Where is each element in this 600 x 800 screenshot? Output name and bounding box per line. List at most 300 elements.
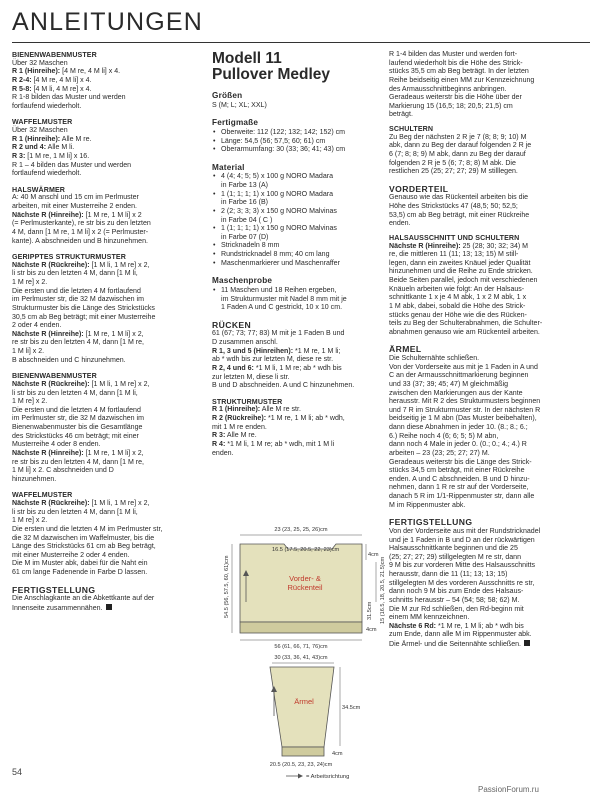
- text-span: [1 M li, 1 M re] x 2,: [89, 261, 150, 269]
- text-line: [12, 398, 202, 407]
- measure-neck-width: 16.5 (17.5, 20.5, 22, 23)cm: [272, 547, 340, 553]
- list-item: [212, 287, 384, 313]
- bold-label: Nächste R (Hinreihe):: [12, 211, 84, 219]
- section-body: [12, 381, 202, 485]
- text-span: schnitts herausstr – 54 (54; 58; 58; 62) M.: [389, 596, 520, 604]
- schematic-diagram: [212, 522, 388, 780]
- text-line: • Maschenmarkierer und Maschenraffer: [221, 259, 340, 267]
- text-line: in Farbe 04 ( C ): [221, 216, 273, 224]
- halsausschnitt-body: [389, 243, 587, 338]
- text-span: [1 M re, 1 M li] x 2,: [83, 330, 144, 338]
- text-span: Die Ärmel- und die Seitennähte schließen.: [389, 641, 522, 648]
- text-line: [389, 588, 587, 597]
- text-line: [12, 144, 202, 153]
- bold-label: Nächste R (Hinreihe):: [389, 242, 461, 250]
- text-span: *1 M re, 1 M li;: [293, 347, 341, 355]
- text-span: Halsausschnittkante beginnen und die 25: [389, 545, 518, 553]
- end-square-icon: [524, 640, 530, 646]
- text-span: Über 32 Maschen: [12, 127, 68, 134]
- text-line: [389, 294, 587, 303]
- text-line: [12, 424, 202, 433]
- text-line: [12, 433, 202, 442]
- text-line: [12, 203, 202, 212]
- text-span: li str bis zu den letzten 4 M, dann [1 M li,: [12, 389, 138, 397]
- text-line: • 4 (4; 4; 5; 5) x 100 g NORO Madara: [221, 173, 334, 181]
- ruecken-heading: RÜCKEN: [212, 319, 252, 330]
- intro-body: [389, 51, 587, 120]
- section-gerippt: [12, 253, 202, 365]
- bold-label: R 1, 3 und 5 (Hinreihen):: [212, 347, 294, 355]
- text-line: [389, 243, 587, 252]
- text-line: [389, 554, 587, 563]
- text-span: und je 1 Faden in B und D an der rückwärtigen: [389, 536, 535, 544]
- text-line: [389, 355, 587, 364]
- text-line: [12, 459, 202, 468]
- text-line: [212, 406, 384, 415]
- text-span: [1 M li, 1 M re] x 2,: [89, 500, 150, 507]
- text-line: [389, 545, 587, 554]
- text-line: [12, 279, 202, 288]
- text-line: [389, 614, 587, 623]
- text-line: [389, 251, 587, 260]
- text-span: Die M zur Rd schließen, den Rd-beginn mit: [389, 605, 524, 613]
- text-line: in Farbe 13 (A): [221, 182, 268, 189]
- text-span: legen, dann ein zweites Knäuel jeder Qualität: [389, 259, 531, 267]
- text-line: [389, 329, 587, 338]
- section-heading: WAFFELMUSTER: [12, 118, 73, 127]
- text-span: Länge des Strickstücks 61 cm ab Beg beträgt,: [12, 543, 156, 551]
- text-span: Die ersten und die letzten 4 M fortlaufend: [12, 406, 141, 414]
- text-line: 1 Faden A und C gestrickt, 10 x 10 cm.: [221, 304, 343, 312]
- section-body: [12, 194, 202, 246]
- text-line: [389, 623, 587, 632]
- list-item: • Oberarmumfang: 30 (33; 36; 41; 43) cm: [212, 146, 384, 155]
- text-span: Von der Vorderseite aus mit je 1 Faden in A und: [389, 363, 538, 371]
- text-line: [389, 320, 587, 329]
- section-waffel-1: [12, 118, 202, 178]
- measure-side-length: 31.5cm: [367, 601, 373, 620]
- text-line: [12, 314, 202, 323]
- text-span: [1 M re, 1 M li] x 2,: [83, 449, 144, 457]
- text-span: fortlaufend wiederholt.: [12, 102, 82, 110]
- text-line: [389, 441, 587, 450]
- text-span: [1 M re, 1 M li] x 16.: [25, 152, 90, 160]
- text-line: [212, 424, 384, 433]
- strukturmuster-heading: STRUKTURMUSTER: [212, 397, 283, 406]
- text-line: [212, 356, 384, 365]
- section-heading: BIENENWABENMUSTER: [12, 51, 97, 59]
- text-line: [12, 467, 202, 476]
- text-span: arbeiten, mit einer Musterreihe 2 enden.: [12, 203, 137, 210]
- text-line: [12, 322, 202, 331]
- text-span: D zusammen anschl.: [212, 339, 278, 346]
- text-line: [212, 365, 384, 374]
- text-span: fortlaufend wiederholt.: [12, 170, 82, 178]
- text-span: 1 M re] x 2.: [12, 279, 48, 286]
- text-span: mit 1 M re enden.: [212, 423, 267, 431]
- text-span: *1 M re, 1 M li; ab * wdh bis: [436, 622, 524, 630]
- text-span: im Perlmuster str, die 32 M dazwischen im: [12, 296, 144, 304]
- text-line: [12, 296, 202, 305]
- text-span: M im Rippenmuster abk.: [389, 501, 466, 509]
- text-span: Über 32 Maschen: [12, 59, 68, 67]
- text-line: [389, 407, 587, 416]
- text-line: [12, 270, 202, 279]
- text-span: dann noch 9 M bis zum Ende des Halsaus-: [389, 588, 524, 596]
- text-span: stücks 34,5 cm beträgt, mit einer Rückreihe: [389, 467, 525, 475]
- bold-label: Nächste R (Rückreihe):: [12, 380, 90, 388]
- bold-label: R 2 (Rückreihe):: [212, 415, 267, 422]
- text-line: [389, 260, 587, 269]
- text-span: beidseitig je 1 M abn (Das Muster beibehalten),: [389, 415, 537, 423]
- measure-armhole: 15 (16.5, 18, 20.5, 21.5)cm: [380, 556, 386, 624]
- text-line: [389, 398, 587, 407]
- text-line: [12, 500, 202, 509]
- text-line: [389, 631, 587, 640]
- text-span: Die ersten und die letzten 4 M im Perlmuster str,: [12, 525, 163, 533]
- column-right: [389, 51, 587, 650]
- text-span: A: 40 M anschl und 15 cm im Perlmuster: [12, 194, 139, 202]
- text-line: [12, 560, 202, 569]
- text-line: im Strukturmuster mit Nadel 8 mm mit je: [221, 295, 347, 303]
- column-left: [12, 51, 202, 621]
- text-span: enden.: [212, 449, 234, 457]
- model-title: [212, 51, 384, 83]
- groessen-heading: Größen: [212, 91, 243, 100]
- text-span: Die ersten und die letzten 4 M fortlaufend: [12, 287, 141, 295]
- text-line: [212, 450, 384, 459]
- text-line: [12, 476, 202, 485]
- measure-body-rib: 4cm: [366, 627, 377, 633]
- bold-label: R 2, 4 und 6:: [212, 364, 254, 372]
- text-line: des Armausschnittbeginns anbringen.: [389, 85, 507, 93]
- body-label-1: Vorder- &: [289, 574, 321, 583]
- text-span: 1 M re] x 2.: [12, 517, 48, 525]
- text-span: *1 M li, 1 M re; ab * wdh bis: [253, 364, 342, 372]
- text-span: *1 M li, 1 M re; ab * wdh, mit 1 M li: [225, 440, 335, 448]
- text-line: [212, 339, 384, 348]
- text-line: [389, 502, 587, 511]
- section-body: [12, 262, 202, 366]
- text-span: (= Perlmusterkante), re str bis zu den letzten: [12, 220, 151, 228]
- maschenprobe-list: [212, 287, 384, 313]
- bold-label: Nächste R (Rückreihe):: [12, 500, 90, 507]
- section-halswaermer: [12, 186, 202, 246]
- text-span: Knäueln arbeiten wie folgt: An der Halsaus-: [389, 285, 525, 293]
- text-line: [389, 484, 587, 493]
- text-span: schnittkante 1 x je 4 M abk, 1 x 2 M abk, 1 x: [389, 294, 527, 302]
- text-span: 1 M li] x 2.: [12, 348, 45, 355]
- text-line: 6 (7; 8; 8; 9) M abk, dann zu Beg der darauf: [389, 150, 526, 158]
- text-span: hinzunehmen.: [12, 475, 57, 483]
- text-line: [12, 288, 202, 297]
- text-line: [389, 390, 587, 399]
- text-line: [389, 450, 587, 459]
- text-span: mit einer Musterreihe 2 oder 4 enden.: [12, 551, 130, 559]
- page-title: ANLEITUNGEN: [12, 8, 204, 36]
- text-span: 61 cm lange Fadenende in Farbe D lassen.: [12, 569, 148, 576]
- text-line: [389, 562, 587, 571]
- bold-label: R 3:: [12, 152, 26, 160]
- text-line: • 1 (1; 1; 1; 1) x 150 g NORO Malvinas: [221, 225, 337, 233]
- text-line: [212, 348, 384, 357]
- text-span: des Strickstücks 46 cm beträgt; mit einer: [12, 432, 139, 440]
- text-line: laufend wiederholt bis die Höhe des Strick-: [389, 59, 523, 67]
- text-line: stücks 35,5 cm ab Beg beträgt. In der letzten: [389, 68, 529, 76]
- text-span: R 1-8 bilden das Muster und werden: [12, 94, 126, 102]
- text-span: kante). A abschneiden und B hinzunehmen.: [12, 237, 148, 245]
- text-span: 30,5 cm ab Beg beträgt; mit einer Musterreihe: [12, 313, 156, 321]
- text-line: [12, 103, 202, 112]
- text-span: 6.) Reihe noch 4 (6; 6; 5; 5) M abn,: [389, 432, 499, 440]
- text-span: 2 oder 4 enden.: [12, 322, 62, 330]
- text-span: herausstr, dann die 11 (11; 13; 13; 15): [389, 571, 508, 578]
- section-heading: HALSWÄRMER: [12, 185, 66, 194]
- legend-text: = Arbeitsrichtung: [306, 774, 350, 780]
- text-line: [389, 467, 587, 476]
- text-line: [389, 537, 587, 546]
- text-line: [12, 604, 202, 614]
- text-span: [4 M li, 4 M re] x 4.: [31, 85, 92, 93]
- body-label-2: Rückenteil: [287, 583, 323, 592]
- text-span: B abschneiden und C hinzunehmen.: [12, 356, 126, 364]
- text-line: [12, 390, 202, 399]
- text-span: und 7 R im Strukturmuster str. In der nächsten R: [389, 406, 541, 414]
- text-line: Reihe beidseitig einen MM zur Kennzeichnung: [389, 76, 535, 84]
- text-line: [12, 450, 202, 459]
- text-line: in Farbe 07 (D): [221, 233, 269, 241]
- text-line: [212, 415, 384, 424]
- text-span: Alle M li.: [46, 144, 75, 152]
- text-line: [12, 331, 202, 340]
- text-span: Musterreihe 4 oder 8 enden.: [12, 441, 101, 449]
- schultern-body: [389, 134, 587, 177]
- text-span: li str bis zu den letzten 4 M, dann [1 M li,: [12, 508, 138, 516]
- text-span: Alle M re.: [225, 432, 257, 440]
- text-span: Alle M re str.: [260, 406, 301, 414]
- sleeve-shape: [270, 667, 334, 747]
- section-heading: WAFFELMUSTER: [12, 491, 73, 500]
- list-item: [212, 242, 384, 251]
- aermel-heading: ÄRMEL: [389, 344, 422, 355]
- text-span: Strukturmuster bis die Länge des Strickstücks: [12, 304, 155, 312]
- text-span: danach 5 R im 1/1-Rippenmuster str, dann alle: [389, 493, 535, 500]
- text-line: [12, 127, 202, 136]
- text-line: [389, 286, 587, 295]
- text-line: [389, 433, 587, 442]
- text-line: [12, 509, 202, 518]
- text-line: • Rundstricknadel 8 mm; 40 cm lang: [221, 251, 330, 258]
- aermel-body: [389, 355, 587, 510]
- text-span: (25; 27; 27; 29) stillgelegten M re str, dann: [389, 553, 522, 561]
- text-line: folgenden 2 R je 5 (6; 7; 8; 8) M abk. Die: [389, 159, 516, 167]
- sleeve-rib-shape: [282, 747, 324, 756]
- text-span: 1 M li] x 2. C abschneiden und D: [12, 467, 114, 475]
- text-line: [212, 374, 384, 383]
- text-line: [389, 268, 587, 277]
- bold-label: R 3:: [212, 432, 226, 440]
- page-number: 54: [12, 767, 23, 777]
- text-line: [389, 372, 587, 381]
- text-line: [389, 528, 587, 537]
- text-line: [12, 569, 202, 578]
- text-span: Bienenwabenmuster bis die Gesamtlänge: [12, 424, 143, 431]
- fertigmasse-list: [212, 129, 384, 155]
- text-line: Markierung 15 (16,5; 18; 20,5; 21,5) cm: [389, 102, 513, 110]
- text-line: [212, 382, 384, 391]
- text-span: im Perlmuster str, die 32 M dazwischen im: [12, 415, 144, 423]
- text-line: [389, 571, 587, 580]
- text-line: [389, 277, 587, 286]
- text-span: abnahmen genauso wie am Rückenteil arbeiten.: [389, 328, 540, 336]
- text-line: [12, 543, 202, 552]
- text-line: Die Anschlagkante an die Abkettkante auf der: [12, 595, 155, 603]
- text-span: [1 M re, 1 M li] x 2: [83, 211, 142, 219]
- text-span: stücks genau der Höhe wie die des Rücken-: [389, 311, 527, 319]
- text-span: Alle M re.: [60, 135, 92, 143]
- text-line: Genauso wie das Rückenteil arbeiten bis die: [389, 194, 529, 202]
- text-line: [389, 580, 587, 589]
- section-heading: GERIPPTES STRUKTURMUSTER: [12, 253, 126, 262]
- text-line: [12, 194, 202, 203]
- text-span: arbeiten – 23 (23; 25; 27; 27) M.: [389, 449, 490, 457]
- text-span: R 1 – 4 bilden das Muster und werden: [12, 161, 132, 169]
- list-item: [212, 191, 384, 208]
- text-span: [1 M li, 1 M re] x 2,: [89, 380, 150, 388]
- measure-total-length: 54.5 (56, 57.5, 60, 61)cm: [224, 555, 230, 618]
- text-span: B und D abschneiden. A und C hinzunehmen.: [212, 382, 355, 390]
- sleeve-label: Ärmel: [294, 697, 314, 706]
- fertigstellung-body: [389, 528, 587, 650]
- text-span: die 32 M dazwischen im Waffelmuster, bis die: [12, 534, 155, 542]
- text-line: beträgt.: [389, 111, 413, 119]
- text-line: • 1 (1; 1; 1; 1) x 100 g NORO Madara: [221, 190, 334, 198]
- text-span: dann diese Abnahmen in jeder 10. (8.; 8.; 6.;: [389, 424, 528, 431]
- measure-bottom-width: 56 (61, 66, 71, 76)cm: [274, 644, 328, 650]
- text-span: Beide Seiten parallel, jedoch mit verschiedenen: [389, 277, 538, 284]
- text-line: [12, 262, 202, 271]
- list-item: [212, 225, 384, 242]
- bold-label: R 5-8:: [12, 85, 32, 93]
- text-line: [12, 305, 202, 314]
- text-line: [389, 493, 587, 502]
- measure-sleeve-length: 34.5cm: [342, 705, 361, 711]
- text-line: [12, 407, 202, 416]
- text-line: [12, 381, 202, 390]
- material-list: [212, 173, 384, 268]
- watermark: PassionForum.ru: [478, 785, 539, 794]
- text-line: [389, 303, 587, 312]
- text-line: [12, 229, 202, 238]
- text-line: [389, 606, 587, 615]
- text-line: enden.: [389, 220, 411, 228]
- section-waffel-2: [12, 491, 202, 577]
- text-line: [12, 170, 202, 179]
- section-body: [12, 60, 202, 112]
- bold-label: R 4:: [212, 440, 226, 448]
- text-span: und 33 (37; 39; 45; 47) M gleichmäßig: [389, 380, 509, 388]
- text-line: [12, 415, 202, 424]
- bold-label: R 1 (Hinreihe):: [212, 406, 261, 414]
- text-line: [12, 220, 202, 229]
- text-line: [389, 459, 587, 468]
- text-line: [12, 94, 202, 103]
- text-span: [4 M re, 4 M li] x 4.: [60, 68, 121, 76]
- text-line: [389, 640, 587, 650]
- text-span: Die Schulternähte schließen.: [389, 355, 480, 362]
- section-heading: BIENENWABENMUSTER: [12, 372, 97, 381]
- section-heading: FERTIGSTELLUNG: [12, 584, 96, 595]
- text-line: abk, dann zu Beg der darauf folgenden 2 R je: [389, 142, 532, 150]
- text-span: herausstr. Mit R 2 des Strukturmusters beginnen: [389, 398, 541, 406]
- text-line: 53,5) cm ab Beg beträgt, mit einer Rückreihe: [389, 211, 530, 219]
- bold-label: Nächste R (Hinreihe):: [12, 330, 84, 338]
- text-line: [389, 364, 587, 373]
- end-square-icon: [106, 604, 112, 610]
- text-line: [12, 535, 202, 544]
- schultern-heading: SCHULTERN: [389, 125, 434, 133]
- text-span: einem MM kennzeichnen.: [389, 614, 470, 622]
- groessen-text: S (M; L; XL; XXL): [212, 101, 267, 109]
- text-span: stillgelegten M des vorderen Ausschnitts re str,: [389, 579, 535, 587]
- section-body: [12, 127, 202, 179]
- section-fertigstellung-left: [12, 586, 202, 614]
- list-item: [212, 251, 384, 260]
- strukturmuster-body: [212, 406, 384, 458]
- text-line: [12, 552, 202, 561]
- text-line: restlichen 25 (25; 27; 27; 29) M stilllegen.: [389, 168, 518, 176]
- list-item: [212, 173, 384, 190]
- list-item: [212, 260, 384, 269]
- text-span: [4 M re, 4 M li] x 4.: [31, 76, 92, 84]
- column-middle: [212, 51, 384, 458]
- text-line: [12, 68, 202, 77]
- text-span: Von der Vorderseite aus mit der Rundstricknadel: [389, 527, 541, 535]
- model-number: Modell 11: [212, 50, 282, 67]
- text-span: re, die mittleren 11 (11; 13; 13; 15) M still-: [389, 251, 519, 259]
- text-line: [12, 162, 202, 171]
- text-span: Geradeaus weiterstr bis die Länge des Strick-: [389, 458, 532, 466]
- text-line: [389, 415, 587, 424]
- text-line: [212, 330, 384, 339]
- vorderteil-body: [389, 194, 587, 229]
- text-span: zur letzten M, diese li str.: [212, 373, 290, 381]
- list-item: [212, 208, 384, 225]
- text-line: • 2 (2; 3; 3; 3) x 150 g NORO Malvinas: [221, 207, 337, 215]
- measure-shoulder-depth: 4cm: [368, 552, 379, 558]
- title-divider: [12, 42, 590, 43]
- text-span: Innenseite zusammennähen.: [12, 604, 103, 612]
- body-rib-shape: [240, 622, 362, 633]
- bold-label: Nächste R (Rückreihe):: [12, 261, 90, 269]
- text-span: ab * wdh bis zur letzten M, diese re str.: [212, 356, 334, 364]
- text-line: [12, 517, 202, 526]
- text-span: re str bis zu den letzten 4 M, dann [1 M re,: [12, 458, 144, 466]
- maschenprobe-heading: Maschenprobe: [212, 276, 273, 286]
- text-line: [12, 526, 202, 535]
- fertigmasse-heading: Fertigmaße: [212, 118, 259, 128]
- text-span: enden. A und C abschneiden. B und D hinzu-: [389, 475, 530, 483]
- text-line: [389, 381, 587, 390]
- arrow-head-icon: [298, 774, 303, 779]
- text-line: Geradeaus weiterstr bis die Höhe über der: [389, 94, 522, 102]
- bold-label: R 2-4:: [12, 76, 32, 84]
- text-line: [12, 60, 202, 69]
- text-line: [12, 441, 202, 450]
- text-line: [12, 77, 202, 86]
- text-line: • Stricknadeln 8 mm: [221, 242, 280, 250]
- vorderteil-heading: VORDERTEIL: [389, 183, 449, 194]
